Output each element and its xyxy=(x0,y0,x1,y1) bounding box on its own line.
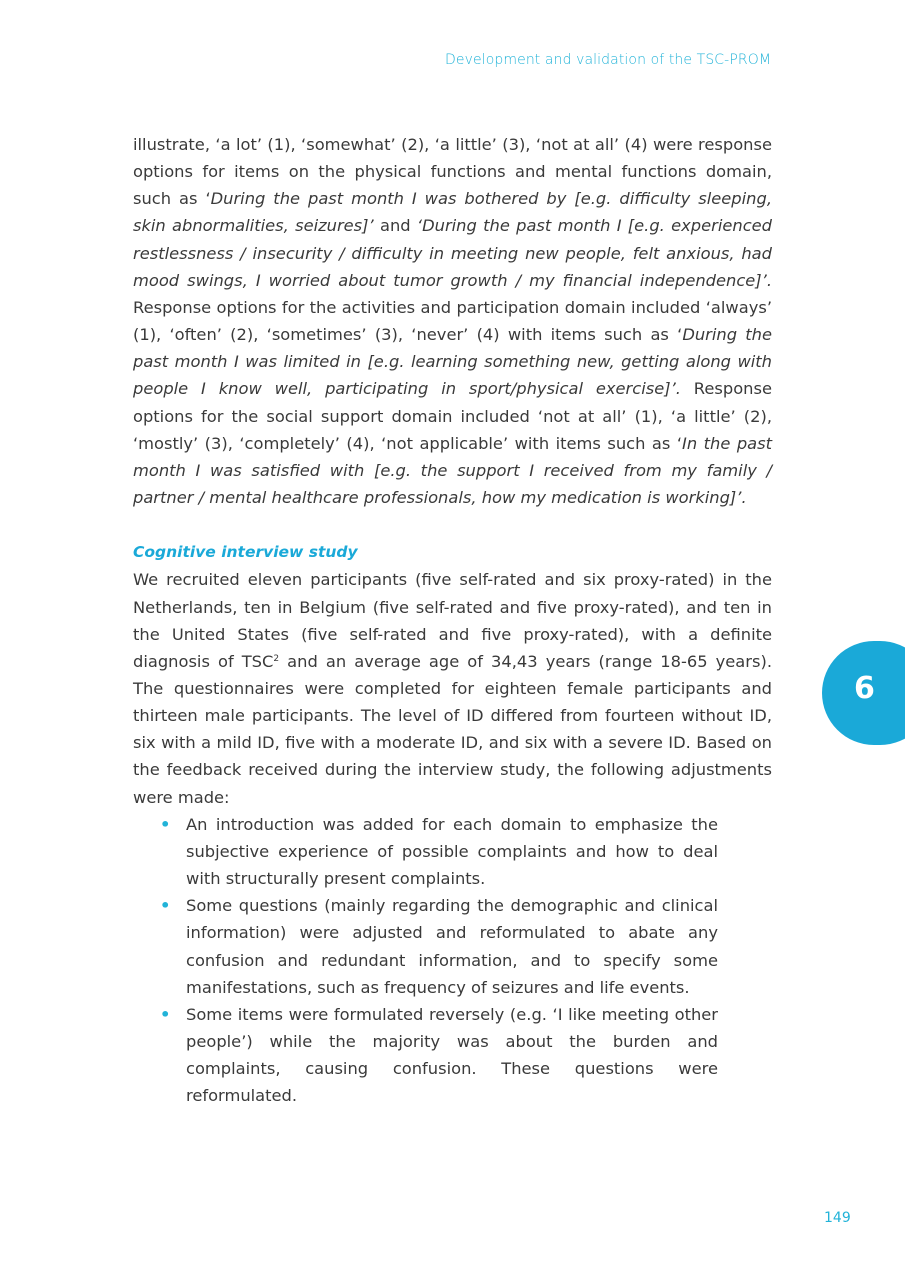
italic-run: In the past month I was satisfied with [e.g. the support I received from my family / partner / mental healthcare professionals, how my medication is working]’. xyxy=(133,433,773,508)
paragraph-participants xyxy=(133,566,772,810)
page-number: 149 xyxy=(824,1210,851,1226)
text-run: and an average age of 34,43 years (range 18-65 years). The questionnaires were completed for eighteen female participants and thirteen male participants. The level of ID differed from fourteen without ID, six with a mild ID, five with a moderate ID, and six with a severe ID. Based on the feedback received during the interview study, the following adjustments were made: xyxy=(133,651,772,807)
list-item xyxy=(160,1001,718,1110)
list-item-text: Some items were formulated reversely (e.g. ‘I like meeting other people’) while the majority was about the burden and complaints, causing confusion. These questions were reformulated. xyxy=(186,1004,718,1106)
paragraph-response-options xyxy=(133,131,772,511)
citation-superscript: 2 xyxy=(273,653,280,664)
chapter-number: 6 xyxy=(854,671,875,706)
running-header: Development and validation of the TSC-PROM xyxy=(445,52,771,68)
section-heading: Cognitive interview study xyxy=(133,543,358,562)
bullet-icon: • xyxy=(160,1004,171,1024)
text-run: Response options for the social support domain included ‘not at all’ (1), ‘a little’ (2), ‘mostly’ (3), ‘completely’ (4), ‘not applicable’ with items such as ‘ xyxy=(133,379,772,453)
text-run: We recruited eleven participants (five self-rated and six proxy-rated) in the Netherlands, ten in Belgium (five self-rated and five proxy-rated), and ten in the United States (five self-rated and five proxy-rated), with a definite diagnosis of TSC xyxy=(133,570,772,671)
list-item xyxy=(160,892,718,1001)
bullet-icon: • xyxy=(160,814,171,834)
italic-run: ‘During the past month I [e.g. experienced restlessness / insecurity / difficulty in meeting new people, felt anxious, had mood swings, I worried about tumor growth / my financial independence]’. xyxy=(133,216,773,290)
italic-run: During the past month I was bothered by [e.g. difficulty sleeping, skin abnormalities, seizures]’ xyxy=(133,189,772,236)
adjustments-list xyxy=(133,811,718,1110)
chapter-tab xyxy=(822,641,905,745)
body-text xyxy=(133,131,772,1109)
list-item-text: Some questions (mainly regarding the demographic and clinical information) were adjusted and reformulated to abate any confusion and redundant information, and to specify some manifestations, such as frequency of seizures and life events. xyxy=(186,896,718,997)
list-item xyxy=(160,811,718,892)
list-item-text: An introduction was added for each domain to emphasize the subjective experience of possible complaints and how to deal with structurally present complaints. xyxy=(186,814,718,889)
bullet-icon: • xyxy=(160,896,171,916)
text-run: Response options for the activities and participation domain included ‘always’ (1), ‘often’ (2), ‘sometimes’ (3), ‘never’ (4) with items such as ‘ xyxy=(133,297,772,345)
italic-run: During the past month I was limited in [e.g. learning something new, getting along with people I know well, participating in sport/physical exercise]’. xyxy=(133,325,772,399)
text-run: and xyxy=(373,216,417,236)
text-run: illustrate, ‘a lot’ (1), ‘somewhat’ (2), ‘a little’ (3), ‘not at all’ (4) were response options for items on the physical functions and mental functions domain, such as ‘ xyxy=(133,135,772,209)
